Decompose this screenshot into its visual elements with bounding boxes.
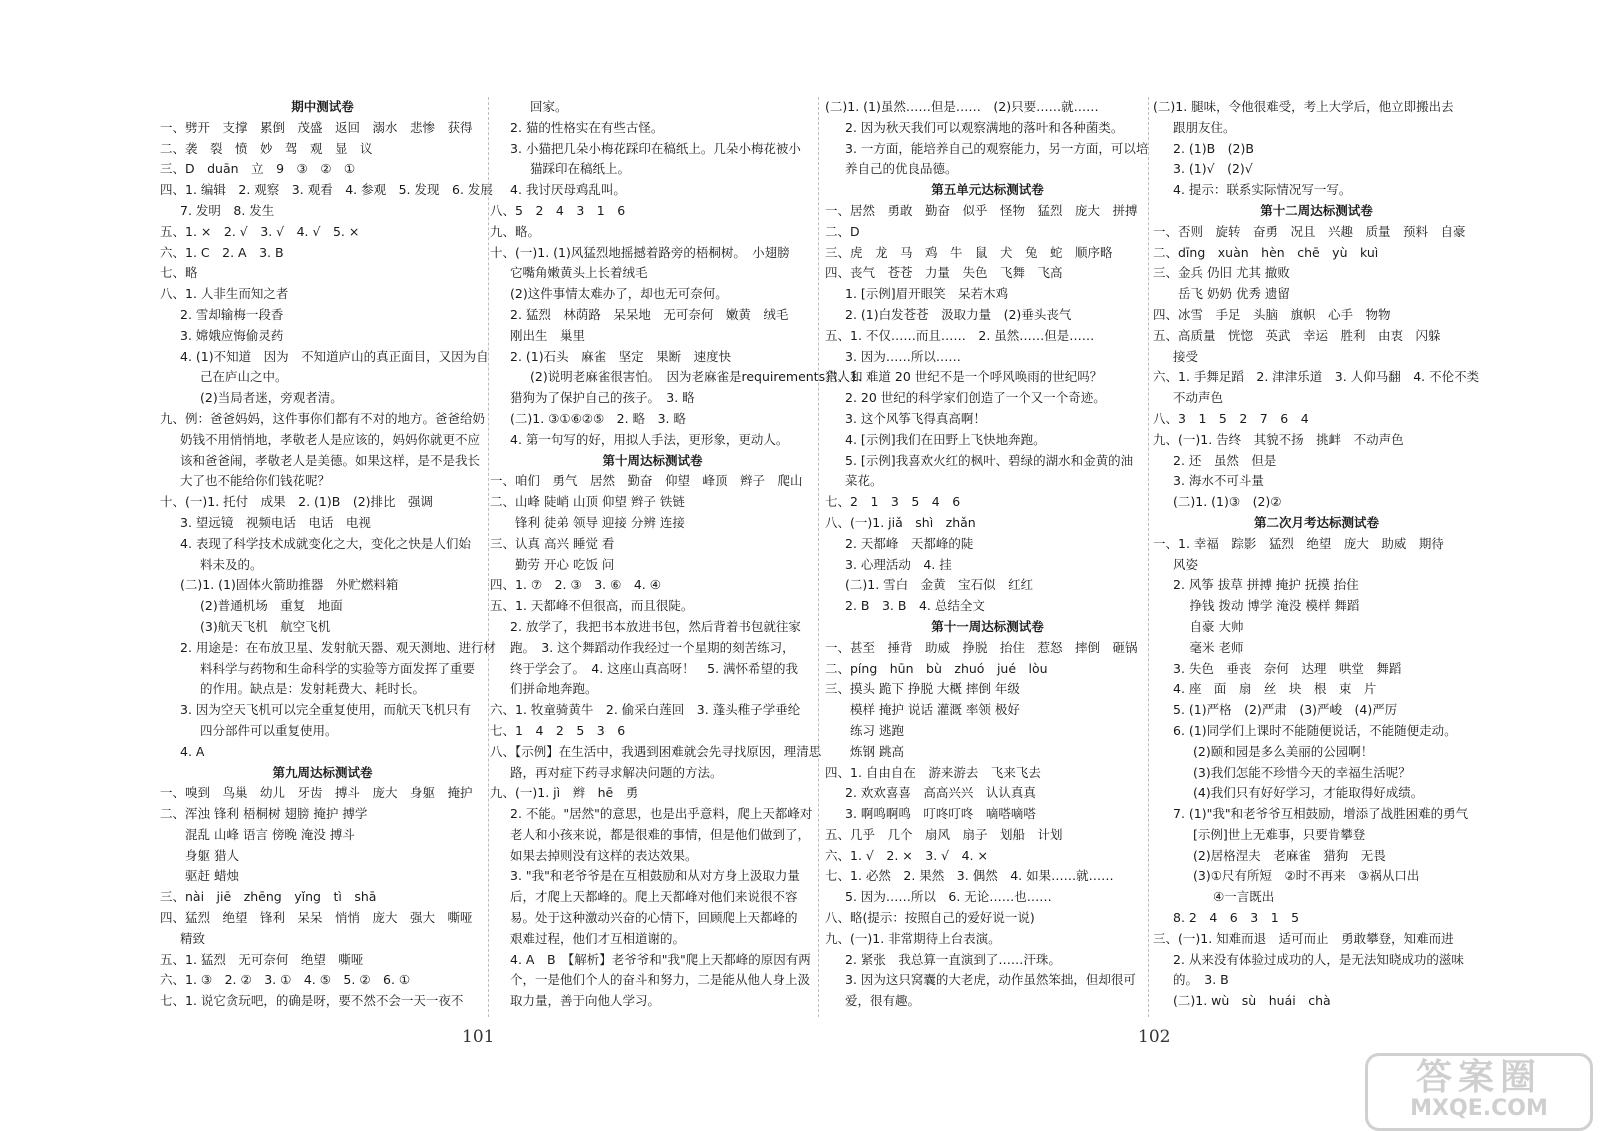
answer-line: (二)1. (1)虽然……但是…… (2)只要……就…… [825,99,1099,114]
section-title: 第二次月考达标测试卷 [1253,514,1379,530]
answer-line: (3)航天飞机 航空飞机 [200,618,331,634]
answer-line: 三、金兵 仍旧 尤其 撤败 [1153,265,1290,281]
answer-line: (2)说明老麻雀很害怕。 因为老麻雀是requirements猎人和 [530,369,863,385]
watermark-logo [1365,1053,1593,1131]
answer-line: (二)1. 雪白 金黄 宝石似 红红 [845,577,1034,593]
answer-line: 4. 表现了科学技术成就变化之大，变化之快是人们始 [180,535,471,551]
answer-line: 3. (1)√ (2)√ [1173,161,1253,177]
answer-line: 5. 因为……所以 6. 无论……也…… [845,889,1052,905]
answer-line: 八、(一)1. jiǎ shì zhǎn [825,514,976,530]
answer-line: 二、píng hūn bù zhuó jué lòu [825,660,1048,676]
answer-line: 跑。 3. 这个舞蹈动作我经过一个星期的刻苦练习， [510,639,795,655]
answer-line: 3. 因为这只窝囊的大老虎，动作虽然笨拙，但却很可 [845,972,1136,988]
answer-line: 四、丧气 苍苍 力量 失色 飞舞 飞高 [825,265,1063,281]
answer-line: 岳飞 奶奶 优秀 遗留 [1153,286,1290,302]
answer-line: 锋利 徒弟 领导 迎接 分辨 连接 [490,514,685,530]
answer-line: 4. A B 【解析】老爷爷和"我"爬上天都峰的原因有两 [510,951,811,967]
answer-line: 六、1. 难道 20 世纪不是一个呼风唤雨的世纪吗？ [825,369,1103,385]
answer-line: 二、山峰 陡峭 山顶 仰望 辫子 铁链 [490,494,685,510]
answer-line: 3. "我"和老爷爷是在互相鼓励和从对方身上汲取力量 [510,868,800,884]
answer-line: 八、5 2 4 3 1 6 [490,202,626,218]
answer-line: 路，再对症下药寻求解决问题的方法。 [510,764,723,780]
answer-line: (2)颐和园是多么美丽的公园啊！ [1193,743,1374,759]
answer-line: 养自己的优良品德。 [845,161,958,177]
answer-line: (二)1. (1)固体火箭助推器 外贮燃料箱 [180,577,399,593]
answer-line: 七、1 4 2 5 3 6 [490,722,626,738]
answer-line: 一、否则 旋转 奋勇 况且 兴趣 质量 预料 自豪 [1153,223,1466,239]
answer-line: 刚出生 巢里 [510,327,586,343]
answer-line: 混乱 山峰 语言 傍晚 淹没 搏斗 [160,826,355,842]
answer-line: 3. 望远镜 视频电话 电话 电视 [180,514,371,530]
answer-line: (2)居格涅夫 老麻雀 猎狗 无畏 [1193,847,1386,863]
answer-line: 五、1. 不仅……而且…… 2. 虽然……但是…… [825,327,1095,343]
answer-line: 后，才爬上天都峰的。爬上天都峰对他们来说很不容 [510,889,798,905]
section-title: 第十二周达标测试卷 [1260,202,1373,218]
answer-line: 它嘴角嫩黄头上长着绒毛 [510,265,648,281]
answer-line: 六、1. C 2. A 3. B [160,244,284,260]
answer-line: 3. 海水不可斗量 [1173,473,1264,489]
answer-line: 一、劈开 支撑 累倒 茂盛 返回 溺水 悲惨 获得 [160,119,473,135]
answer-line: 九、略。 [490,223,541,239]
answer-line: 2. 欢欢喜喜 高高兴兴 认认真真 [845,785,1036,801]
answer-line: 菜花。 [845,473,883,489]
answer-line: 2. 从来没有体验过成功的人，是无法知晓成功的滋味 [1173,951,1464,967]
answer-line: 2. 因为秋天我们可以观察满地的落叶和各种菌类。 [845,119,1124,135]
answer-line: 二、D [825,223,860,239]
answer-line: 3. 这个风筝飞得真高啊！ [845,410,986,426]
answer-line: 一、1. 幸福 踪影 猛烈 绝望 庞大 助威 期待 [1153,535,1444,551]
answer-line: 四、1. 自由自在 游来游去 飞来飞去 [825,764,1041,780]
answer-line: 四、1. 编辑 2. 观察 3. 观看 4. 参观 5. 发现 6. 发展 [160,182,493,198]
section-title: 第十一周达标测试卷 [931,618,1044,634]
answer-line: 料科学与药物和生命科学的实验等方面发挥了重要 [200,660,476,676]
column-divider [1148,97,1149,1017]
answer-line: 2. (1)石头 麻雀 坚定 果断 速度快 [510,348,732,364]
answer-line: 料未及的。 [200,556,263,572]
answer-line: 三、nài jiē zhēng yǐng tì shā [160,889,377,905]
answer-line: 跟朋友住。 [1173,119,1236,135]
answer-line: 老人和小孩来说，都是很难的事情，但是他们做到了， [510,826,811,842]
answer-line: 2. 猛烈 林荫路 呆呆地 无可奈何 嫩黄 绒毛 [510,306,789,322]
answer-column-3 [825,97,1150,1012]
answer-line: 3. 因为空天飞机可以完全重复使用，而航天飞机只有 [180,702,471,718]
answer-line: 猫踩印在稿纸上。 [530,161,631,177]
answer-line: 四、猛烈 绝望 锋利 呆呆 悄悄 庞大 强大 嘶哑 [160,910,473,926]
answer-line: 2. 风筝 拔草 拼搏 掩护 抚摸 抬住 [1173,577,1359,593]
answer-line: 4. (1)不知道 因为 不知道庐山的真正面目，又因为自 [180,348,489,364]
answer-line: 一、咱们 勇气 居然 勤奋 仰望 峰顶 辫子 爬山 [490,473,803,489]
answer-line: (二)1. (1)③ (2)② [1173,494,1282,510]
answer-line: 终于学会了。 4. 这座山真高呀！ 5. 满怀希望的我 [510,660,799,676]
answer-line: 3. 因为……所以…… [845,348,961,364]
answer-line: 二、dīng xuàn hèn chē yù kuì [1153,244,1379,260]
answer-line: 二、浑浊 锋利 梧桐树 翅膀 掩护 搏学 [160,806,368,822]
answer-line: 五、高质量 恍惚 英武 幸运 胜利 由衷 闪躲 [1153,327,1441,343]
answer-line: 爱，很有趣。 [845,993,921,1009]
answer-line: 五、1. 猛烈 无可奈何 绝望 嘶哑 [160,951,364,967]
answer-line: 自豪 大帅 [1173,618,1244,634]
answer-line: (二)1. 腿味，令他很难受，考上大学后，他立即搬出去 [1153,99,1454,114]
answer-line: 六、1. 手舞足蹈 2. 津津乐道 3. 人仰马翻 4. 不伦不类 [1153,369,1480,385]
answer-line: 大了也不能给你们钱花呢？ [180,473,331,489]
answer-line: 2. B 3. B 4. 总结全文 [845,598,985,614]
column-divider [488,97,489,1017]
answer-line: 练习 逃跑 [825,722,904,738]
answer-line: 2. 20 世纪的科学家们创造了一个又一个奇迹。 [845,390,1106,406]
answer-line: 猎狗为了保护自己的孩子。 3. 略 [510,390,695,406]
answer-line: 2. 用途是：在布放卫星、发射航天器、观天测地、进行材 [180,639,496,655]
answer-line: 八、略(提示：按照自己的爱好说一说) [825,910,1035,926]
answer-line: 3. 失色 垂丧 奈何 达理 哄堂 舞蹈 [1173,660,1402,676]
answer-line: 3. 小猫把几朵小梅花踩印在稿纸上。几朵小梅花被小 [510,140,801,156]
answer-column-4 [1153,97,1480,1012]
answer-column-1 [160,97,496,1012]
answer-line: 四、1. ⑦ 2. ③ 3. ⑥ 4. ④ [490,577,661,593]
answer-line: 们拼命地奔跑。 [510,681,598,697]
answer-line: 模样 掩护 说话 灌溉 率领 极好 [825,702,1020,718]
answer-line: 该和爸爸闹，孝敬老人是美德。如果这样，是不是我长 [180,452,481,468]
answer-line: 四、冰雪 手足 头脑 旗帜 心手 物物 [1153,306,1391,322]
answer-line: 三、认真 高兴 睡觉 看 [490,535,615,551]
answer-line: 七、略 [160,265,198,281]
answer-line: 八、【示例】在生活中，我遇到困难就会先寻找原因，理清思 [490,743,822,759]
answer-line: 5. [示例]我喜欢火红的枫叶、碧绿的湖水和金黄的油 [845,452,1134,468]
answer-line: 4. 我讨厌母鸡乱叫。 [510,182,626,198]
answer-line: 8. 2 4 6 3 1 5 [1173,910,1300,926]
answer-line: 1. [示例]眉开眼笑 呆若木鸡 [845,286,1009,302]
answer-line: 二、袭 裂 愤 妙 驾 观 显 议 [160,140,373,156]
section-title: 第十周达标测试卷 [602,452,703,468]
answer-line: 五、几乎 几个 扇风 扇子 划船 计划 [825,826,1063,842]
answer-line: ④一言既出 [1213,889,1275,905]
answer-line: 个，一是他们个人的奋斗和努力，二是能从他人身上汲 [510,972,811,988]
section-title: 第五单元达标测试卷 [931,182,1044,198]
answer-line: 4. [示例]我们在田野上飞快地奔跑。 [845,431,1046,447]
answer-line: 七、1. 必然 2. 果然 3. 偶然 4. 如果……就…… [825,868,1114,884]
answer-line: 三、D duān 立 9 ③ ② ① [160,161,356,177]
answer-line: 2. 紧张 我总算一直演到了……汗珠。 [845,951,1061,967]
answer-line: 奶钱不用悄悄地，孝敬老人是应该的，妈妈你就更不应 [180,431,481,447]
answer-line: 五、1. × 2. √ 3. √ 4. √ 5. × [160,223,360,239]
answer-line: (二)1. ③①⑥②⑤ 2. 略 3. 略 [510,410,686,426]
page-number-right: 102 [1138,1027,1171,1047]
answer-line: 2. 猫的性格实在有些古怪。 [510,119,664,135]
answer-line: 七、2 1 3 5 4 6 [825,494,961,510]
answer-line: 4. 提示：联系实际情况写一写。 [1173,182,1352,198]
answer-line: 的作用。缺点是：发射耗费大、耗时长。 [200,681,426,697]
answer-line: 一、甚至 捶背 助威 挣脱 抬住 惹怒 摔倒 砸锅 [825,639,1138,655]
answer-line: 7. 发明 8. 发生 [180,202,275,218]
answer-line: 2. 雪却输梅一段香 [180,306,284,322]
answer-line: 三、摸头 跪下 挣脱 大概 摔倒 年级 [825,681,1020,697]
answer-line: 炼钢 跳高 [825,743,904,759]
answer-line: 己在庐山之中。 [200,369,288,385]
answer-line: 毫米 老师 [1173,639,1244,655]
answer-line: 2. 天都峰 天都峰的陡 [845,535,974,551]
answer-line: 七、1. 说它贪玩吧，的确是呀，要不然不会一天一夜不 [160,993,464,1009]
answer-line: 六、1. ③ 2. ② 3. ① 4. ⑤ 5. ② 6. ① [160,972,411,988]
answer-line: 接受 [1173,348,1199,364]
answer-line: 六、1. √ 2. × 3. √ 4. × [825,847,988,863]
answer-line: 易。处于这种激动兴奋的心情下，回顾爬上天都峰的 [510,910,798,926]
answer-line: 如果去掉则没有这样的表达效果。 [510,847,698,863]
answer-line: 九、(一)1. jì 辫 hē 勇 [490,785,639,801]
answer-line: 风姿 [1173,556,1199,572]
answer-line: 身躯 猎人 [160,847,239,863]
watermark-url: MXQE.COM [1410,1096,1548,1121]
answer-line: 5. (1)严格 (2)严肃 (3)严峻 (4)严厉 [1173,702,1398,718]
answer-line: [示例]世上无难事，只要肯攀登 [1193,826,1366,842]
answer-line: 2. (1)B (2)B [1173,140,1254,156]
answer-line: 2. 还 虽然 但是 [1173,452,1277,468]
answer-line: 八、3 1 5 2 7 6 4 [1153,410,1309,426]
answer-line: 驱赶 蜡烛 [160,868,239,884]
answer-line: 六、1. 牧童骑黄牛 2. 偷采白莲回 3. 蓬头稚子学垂纶 [490,702,801,718]
answer-line: 精致 [180,930,206,946]
answer-line: 3. 嫦娥应悔偷灵药 [180,327,284,343]
answer-line: 3. 心理活动 4. 挂 [845,556,952,572]
answer-line: (2)当局者迷，旁观者清。 [200,390,343,406]
answer-line: 3. 一方面，能培养自己的观察能力，另一方面，可以培 [845,140,1149,156]
answer-line: 九、(一)1. 告终 其貌不扬 挑衅 不动声色 [1153,431,1404,447]
answer-line: 三、(一)1. 知难而退 适可而止 勇敢攀登，知难而进 [1153,930,1454,946]
answer-line: 4. 第一句写的好，用拟人手法，更形象，更动人。 [510,431,789,447]
answer-line: 7. (1)"我"和老爷爷互相鼓励，增添了战胜困难的勇气 [1173,806,1469,822]
answer-line: 五、1. 天都峰不但很高，而且很陡。 [490,598,694,614]
answer-line: 4. A [180,743,205,759]
answer-line: 九、(一)1. 非常期待上台表演。 [825,930,1001,946]
answer-line: 艰难过程，他们才互相道谢的。 [510,930,686,946]
answer-line: 2. (1)白发苍苍 汲取力量 (2)垂头丧气 [845,306,1072,322]
answer-line: 四分部件可以重复使用。 [200,722,338,738]
answer-line: (二)1. wù sù huái chà [1173,993,1331,1009]
answer-line: 八、1. 人非生而知之者 [160,286,289,302]
answer-line: 十、(一)1. 托付 成果 2. (1)B (2)排比 强调 [160,494,434,510]
section-title: 期中测试卷 [291,99,354,114]
answer-line: (2)这件事情太难办了，却也无可奈何。 [510,286,728,302]
answer-line: (3)①尺有所短 ②时不再来 ③祸从口出 [1193,868,1420,884]
answer-line: 一、嗅到 鸟巢 幼儿 牙齿 搏斗 庞大 身躯 掩护 [160,785,473,801]
answer-line: 三、虎 龙 马 鸡 牛 鼠 犬 兔 蛇 顺序略 [825,244,1113,260]
answer-line: 挣钱 拨动 博学 淹没 模样 舞蹈 [1173,598,1360,614]
answer-line: 取力量，善于向他人学习。 [510,993,661,1009]
answer-line: 的。 3. B [1173,972,1229,988]
answer-line: 勤劳 开心 吃饭 问 [490,556,615,572]
answer-line: 2. 放学了，我把书本放进书包，然后背着书包就往家 [510,618,801,634]
answer-line: 十、(一)1. (1)风猛烈地摇撼着路旁的梧桐树。 小翅膀 [490,244,790,260]
answer-line: 3. 啊鸣啊鸣 叮咚叮咚 嘀嗒嘀嗒 [845,806,1036,822]
answer-line: 不动声色 [1173,390,1224,406]
answer-line: (2)普通机场 重复 地面 [200,598,343,614]
answer-line: 4. 座 面 扇 丝 块 根 束 片 [1173,681,1377,697]
answer-line: (3)我们怎能不珍惜今天的幸福生活呢？ [1193,764,1411,780]
page-number-left: 101 [462,1027,495,1047]
watermark-logo-text: 答案圈 [1415,1057,1542,1098]
answer-line: 九、例：爸爸妈妈，这件事你们都有不对的地方。爸爸给奶 [160,410,486,426]
section-title: 第九周达标测试卷 [272,764,373,780]
answer-line: 6. (1)同学们上课时不能随便说话，不能随便走动。 [1173,722,1457,738]
answer-line: (4)我们只有好好学习，才能取得好成绩。 [1193,785,1424,801]
answer-line: 2. 不能。"居然"的意思，也是出乎意料，爬上天都峰对 [510,806,813,822]
column-divider [818,97,819,1017]
answer-line: 一、居然 勇敢 勤奋 似乎 怪物 猛烈 庞大 拼搏 [825,202,1138,218]
answer-line: 回家。 [530,99,568,114]
